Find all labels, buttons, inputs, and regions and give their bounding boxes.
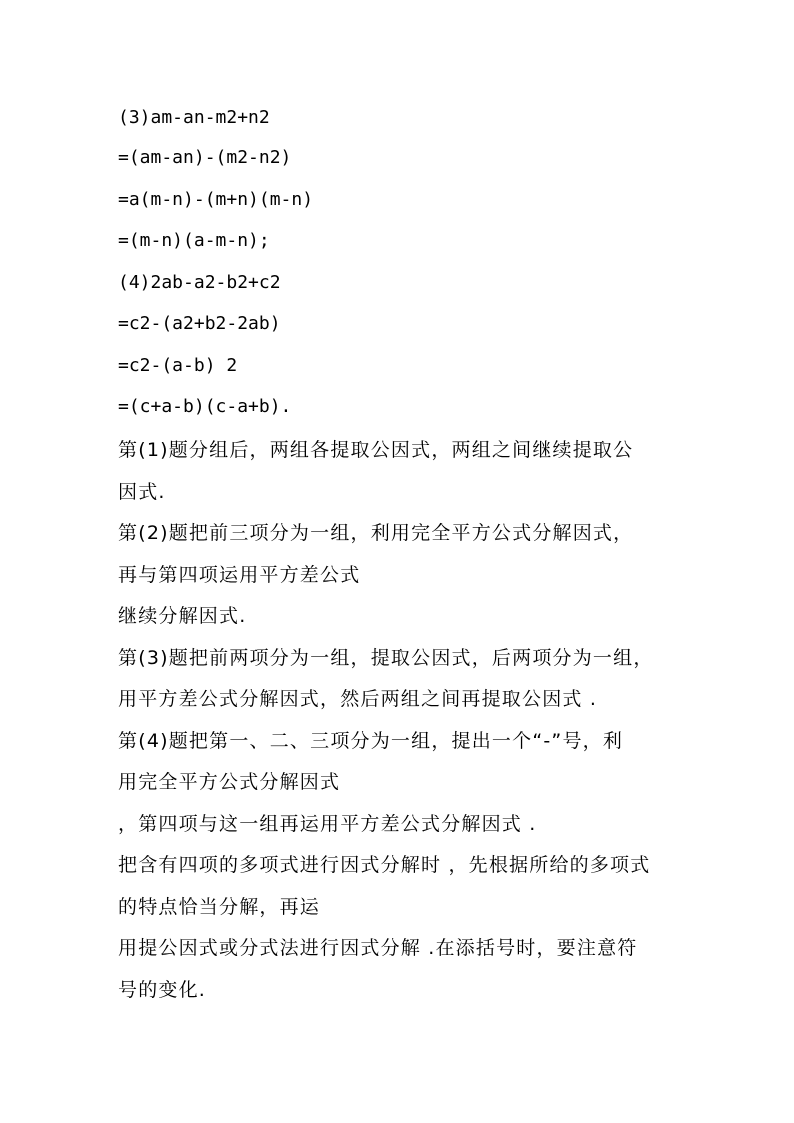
- explanation-line: 第(1)题分组后，两组各提取公因式，两组之间继续提取公: [118, 439, 634, 461]
- explanation-line: 再与第四项运用平方差公式: [118, 564, 361, 586]
- equation-line: =a(m-n)-(m+n)(m-n): [118, 189, 314, 210]
- explanation-line: 第(4)题把第一、二、三项分为一组，提出一个“-”号，利: [118, 730, 624, 752]
- explanation-line: 用提公因式或分式法进行因式分解 .在添括号时，要注意符: [118, 937, 638, 959]
- equation-line: =(am-an)-(m2-n2): [118, 147, 292, 168]
- explanation-line: 继续分解因式.: [118, 605, 247, 627]
- explanation-line: 的特点恰当分解，再运: [118, 896, 321, 918]
- explanation-line: 号的变化.: [118, 979, 207, 1001]
- explanation-line: 第(2)题把前三项分为一组，利用完全平方公式分解因式，: [118, 522, 634, 544]
- equation-line: (4)2ab-a2-b2+c2: [118, 272, 281, 293]
- equation-line: =(m-n)(a-m-n);: [118, 230, 270, 251]
- explanation-line: 第(3)题把前两项分为一组，提取公因式，后两项分为一组，: [118, 647, 654, 669]
- equation-line: =c2-(a2+b2-2ab): [118, 313, 281, 334]
- equation-line: =(c+a-b)(c-a+b).: [118, 396, 292, 417]
- equation-line: (3)am-an-m2+n2: [118, 107, 270, 128]
- explanation-line: ，第四项与这一组再运用平方差公式分解因式 .: [118, 813, 537, 835]
- explanation-line: 因式.: [118, 481, 166, 503]
- equation-line: =c2-(a-b) 2: [118, 355, 238, 376]
- explanation-line: 用完全平方公式分解因式: [118, 771, 341, 793]
- explanation-line: 把含有四项的多项式进行因式分解时 ，先根据所给的多项式: [118, 854, 651, 876]
- explanation-line: 用平方差公式分解因式，然后两组之间再提取公因式 .: [118, 688, 598, 710]
